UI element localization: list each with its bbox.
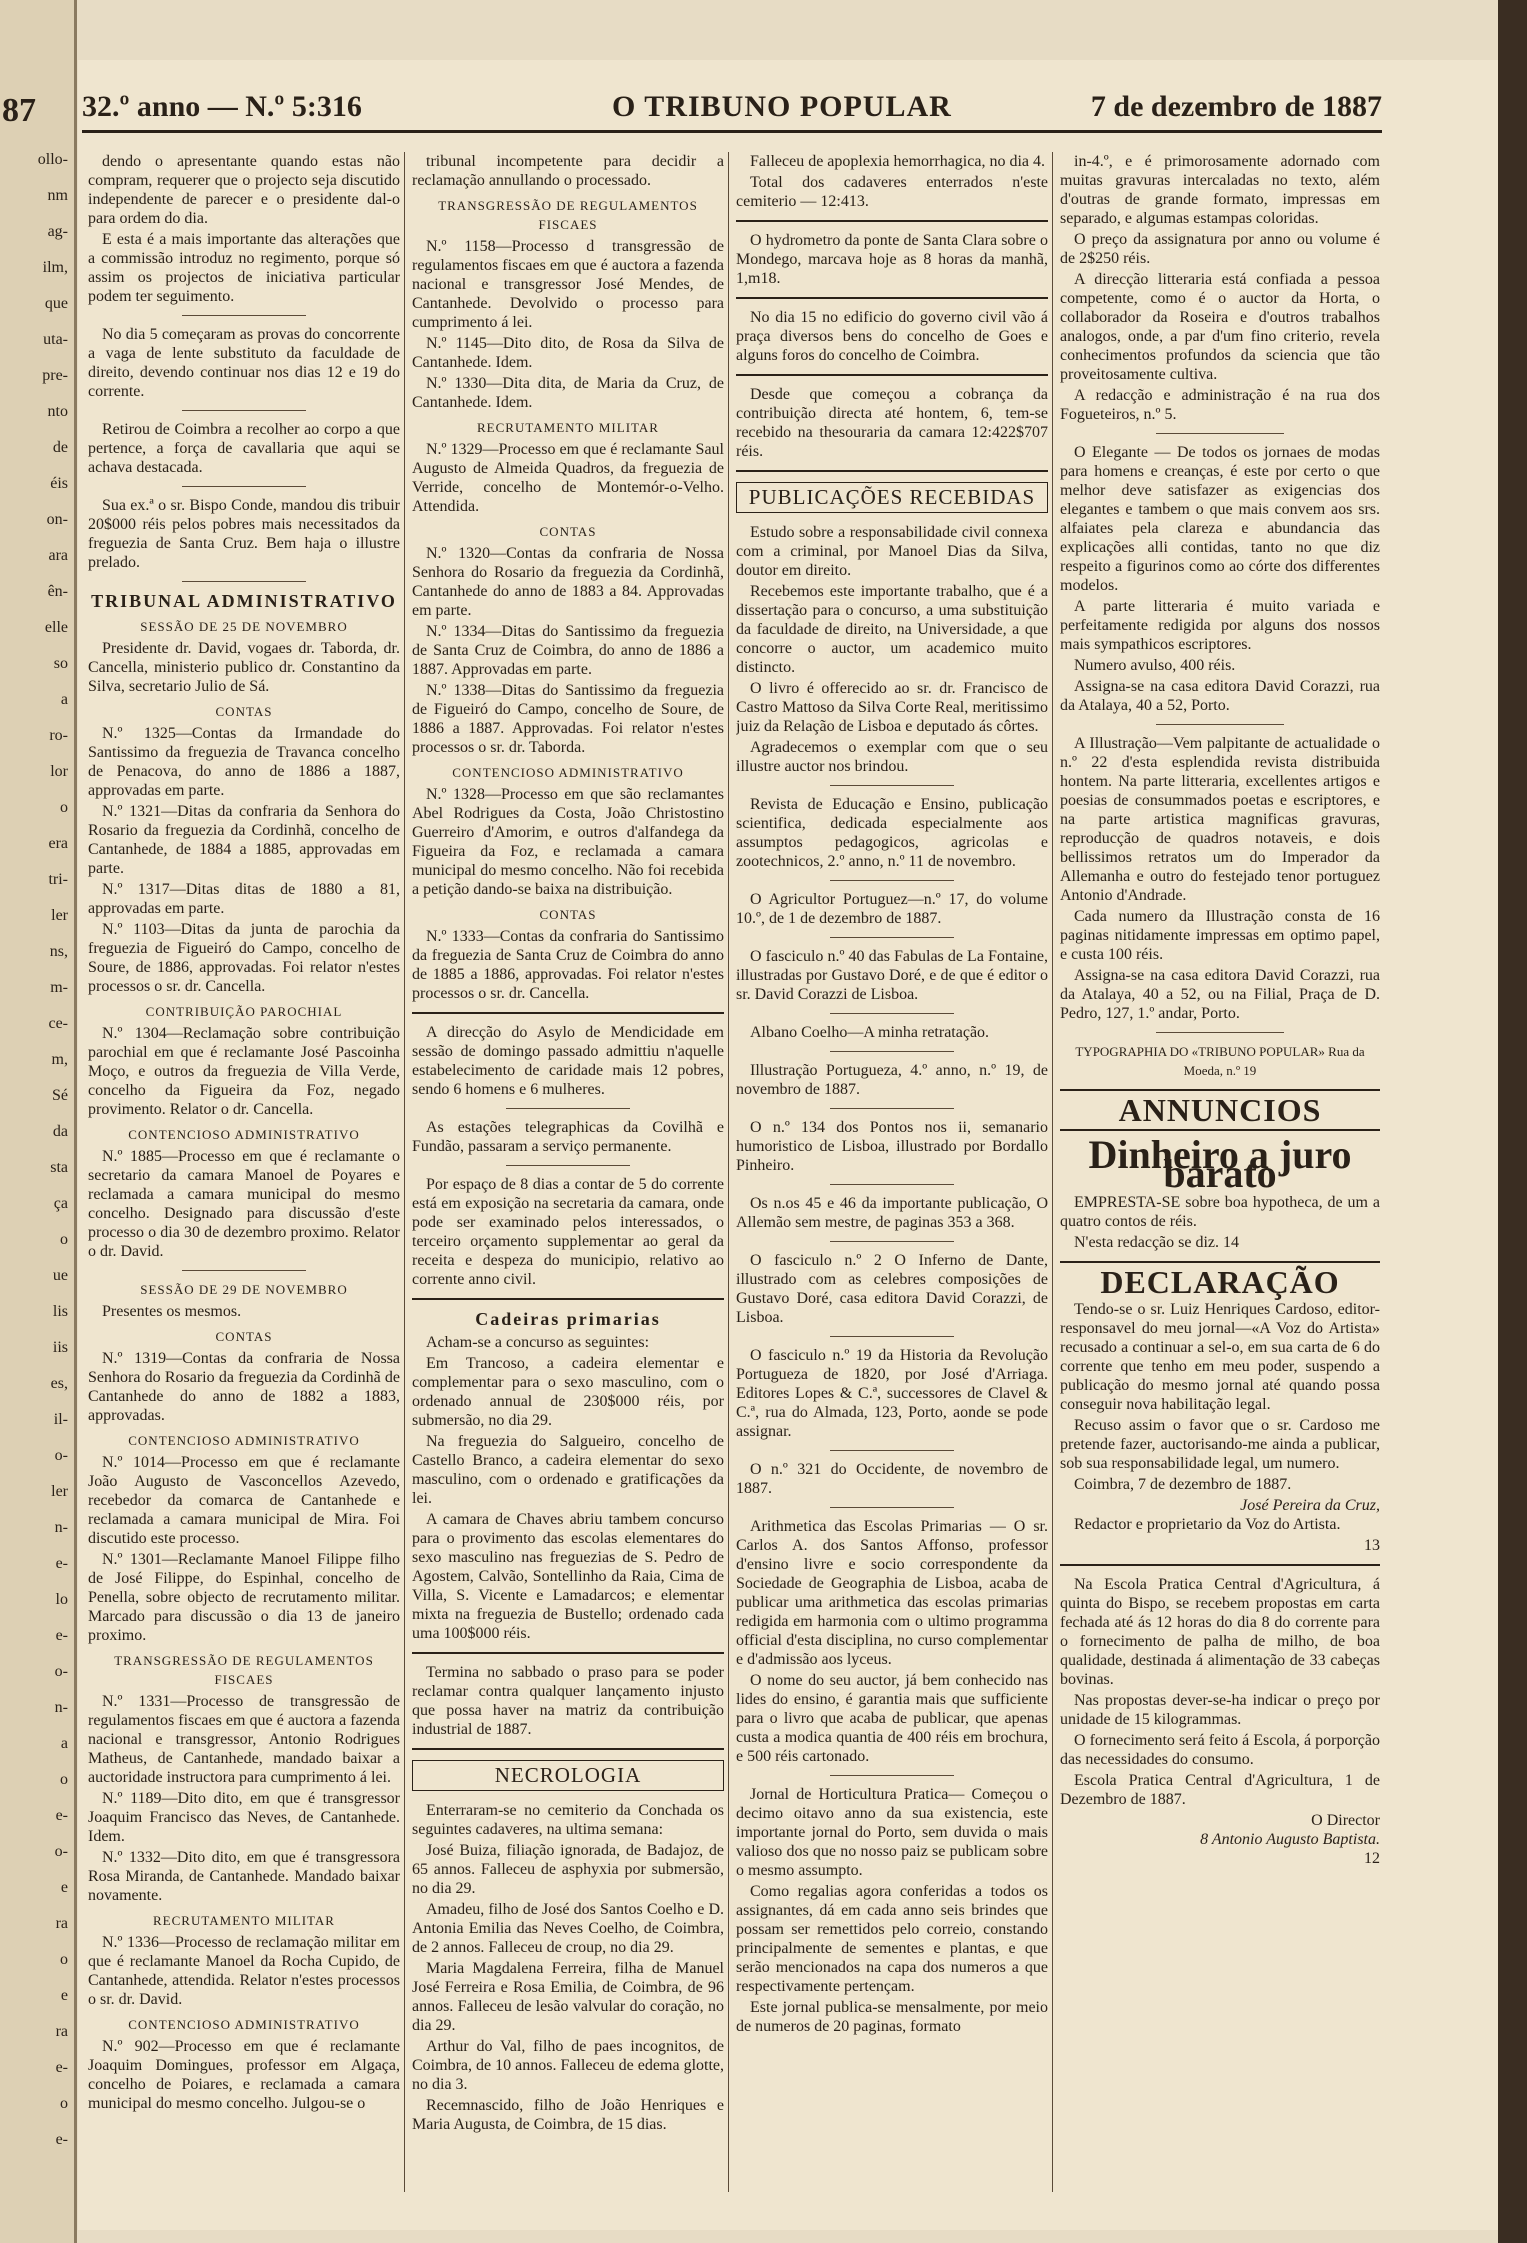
separator-rule: [830, 1507, 955, 1508]
separator-rule: [1060, 1564, 1380, 1566]
previous-page-fragment: ollo-: [37, 151, 68, 168]
paragraph: As estações telegraphicas da Covilhã e Fundão, passaram a serviço permanente.: [412, 1119, 724, 1155]
section-heading: CONTENCIOSO ADMINISTRATIVO: [128, 1433, 360, 1448]
separator-rule: [412, 1298, 724, 1300]
paragraph: N.º 1321—Ditas da confraria da Senhora do Rosario da freguezia da Cordinhã, concelho de Cantanhede, de 1884 a 1885, approvadas em parte.: [88, 803, 400, 877]
paragraph: in-4.º, e é primorosamente adornado com muitas gravuras intercaladas no texto, além d'outras de grande formato, impressas em separado, e algumas estampas coloridas.: [1060, 153, 1380, 227]
paragraph: N.º 1145—Dito dito, de Rosa da Silva de Cantanhede. Idem.: [412, 335, 724, 371]
section-heading: RECRUTAMENTO MILITAR: [477, 420, 659, 435]
previous-page-fragment: ler: [51, 1483, 68, 1500]
previous-page-fragment: o-: [54, 1663, 68, 1680]
page-shadow: [1498, 0, 1527, 2243]
paragraph: E esta é a mais importante das alterações que a commissão introduz no regimento, porque só assim os projectos de iniciativa particular podem ter seguimento.: [88, 231, 400, 305]
previous-page-fragment: éis: [50, 475, 68, 492]
paragraph: Estudo sobre a responsabilidade civil connexa com a criminal, por Manoel Dias da Silva, doutor em direito.: [736, 524, 1048, 579]
paragraph: Presentes os mesmos.: [102, 1303, 242, 1320]
previous-page-fragment: a: [60, 691, 68, 708]
paragraph: Assigna-se na casa editora David Corazzi, rua da Atalaya, 40 a 52, ou na Filial, Praça de D. Pedro, 127, 1.º andar, Porto.: [1060, 967, 1380, 1022]
previous-page-fragment: que: [44, 295, 68, 312]
paragraph: A Illustração—Vem palpitante de actualidade o n.º 22 d'esta esplendida revista distribuida hontem. Na parte litteraria, excellentes artigos e poesias de consummados poetas e escriptores, e na parte artistica magnificas gravuras, reproducção de quadros notaveis, e dois bellissimos retratos um do Imperador da Allemanha e outro do festejado tenor portuguez Antonio d'Andrade.: [1060, 735, 1380, 904]
paragraph: Illustração Portugueza, 4.º anno, n.º 19, de novembro de 1887.: [736, 1062, 1048, 1098]
previous-page-fragment: e-: [55, 1627, 68, 1644]
paragraph: N.º 1332—Dito dito, em que é transgressora Rosa Miranda, de Cantanhede. Mandado baixar novamente.: [88, 1849, 400, 1904]
separator-rule: [736, 374, 1048, 376]
paragraph: O Agricultor Portuguez—n.º 17, do volume 10.º, de 1 de dezembro de 1887.: [736, 891, 1048, 927]
paragraph: Arithmetica das Escolas Primarias — O sr. Carlos A. dos Santos Affonso, professor d'ensino livre e socio correspondente da Sociedade de Geographia de Lisboa, acaba de publicar uma arithmetica das escolas primarias redigida em harmonia com o ultimo programma official d'esta disciplina, no curso complementar e d'admissão aos lyceus.: [736, 1518, 1048, 1668]
previous-page-fragment: de: [52, 439, 68, 456]
paragraph: Recemnascido, filho de João Henriques e Maria Augusta, de Coimbra, de 15 dias.: [412, 2097, 724, 2133]
reference-number: O Director: [1311, 1812, 1380, 1829]
paragraph: N.º 1319—Contas da confraria de Nossa Senhora do Rosario da freguezia da Cordinhã de Cantanhede do anno de 1882 a 1883, approvadas.: [88, 1350, 400, 1424]
paragraph: O fasciculo n.º 40 das Fabulas de La Fontaine, illustradas por Gustavo Doré, e de que é editor o sr. David Corazzi de Lisboa.: [736, 948, 1048, 1003]
separator-rule: [736, 297, 1048, 299]
paragraph: Total dos cadaveres enterrados n'este cemiterio — 12:413.: [736, 174, 1048, 210]
paragraph: tribunal incompetente para decidir a reclamação annullando o processado.: [412, 153, 724, 189]
section-heading: CONTRIBUIÇÃO PAROCHIAL: [145, 1004, 343, 1019]
previous-page-fragment: tri-: [48, 871, 68, 888]
previous-page-fragment: ro-: [49, 727, 68, 744]
previous-page-fragment: ilm,: [42, 259, 68, 276]
previous-page-fragment: ra: [55, 2023, 68, 2040]
paragraph: N.º 1158—Processo d transgressão de regulamentos fiscaes em que é auctora a fazenda nacional e transgressor José Mendes, de Cantanhede. Devolvido o processo para cumprimento á lei.: [412, 238, 724, 331]
previous-page-fragment: e-: [55, 1807, 68, 1824]
paragraph: O n.º 134 dos Pontos nos ii, semanario humoristico de Lisboa, illustrado por Bordallo Pinheiro.: [736, 1119, 1048, 1174]
previous-page-fragment: nto: [47, 403, 68, 420]
previous-page-fragment: e-: [55, 2059, 68, 2076]
previous-page-fragment: ra: [55, 1915, 68, 1932]
paragraph: Sua ex.ª o sr. Bispo Conde, mandou dis tribuir 20$000 réis pelos pobres mais necessitados da freguezia de Santa Cruz. Bem haja o illustre prelado.: [88, 497, 400, 571]
column-3: [736, 152, 1048, 2192]
column-rule: [404, 152, 405, 2192]
previous-page-fragment: o: [60, 2095, 68, 2112]
paragraph: O n.º 321 do Occidente, de novembro de 1887.: [736, 1461, 1048, 1497]
section-title: Cadeiras primarias: [475, 1309, 661, 1329]
paragraph: O fasciculo n.º 2 O Inferno de Dante, illustrado com as celebres composições de Gustavo Doré, casa editora David Corazzi, de Lisboa.: [736, 1252, 1048, 1326]
separator-rule: [830, 880, 955, 881]
paragraph: Escola Pratica Central d'Agricultura, 1 de Dezembro de 1887.: [1060, 1772, 1380, 1808]
signature: José Pereira da Cruz,: [1240, 1497, 1380, 1514]
separator-rule: [506, 1165, 631, 1166]
paragraph: Maria Magdalena Ferreira, filha de Manuel José Ferreira e Rosa Emilia, de Coimbra, de 96 annos. Falleceu de lesão valvular do coração, no dia 29.: [412, 1960, 724, 2034]
separator-rule: [1156, 433, 1284, 434]
previous-page-fragment: ler: [51, 907, 68, 924]
paragraph: N.º 1301—Reclamante Manoel Filippe filho de José Filippe, do Espinhal, concelho de Penella, sobre objecto de recrutamento militar. Marcado para discussão o dia 13 de janeiro proximo.: [88, 1551, 400, 1644]
announcement-heading: ANNUNCIOS: [1118, 1092, 1322, 1128]
section-heading: CONTAS: [215, 1329, 273, 1344]
previous-page-fragment: ns,: [49, 943, 68, 960]
separator-rule: [830, 1336, 955, 1337]
paragraph: N.º 1317—Ditas ditas de 1880 a 81, approvadas em parte.: [88, 881, 400, 917]
paragraph: N.º 1333—Contas da confraria do Santissimo da freguezia de Santa Cruz de Coimbra do anno de 1885 a 1886, approvadas. Foi relator n'estes processos o sr. dr. Cancella.: [412, 928, 724, 1002]
separator-rule: [182, 581, 307, 582]
previous-page-fragment: ara: [48, 547, 68, 564]
paragraph: Recuso assim o favor que o sr. Cardoso me pretende fazer, auctorisando-me ainda a publicar, sob sua responsabilidade legal, um numero.: [1060, 1417, 1380, 1472]
paragraph: O hydrometro da ponte de Santa Clara sobre o Mondego, marcava hoje as 8 horas da manhã, 1,m18.: [736, 232, 1048, 287]
previous-page-fragment: n-: [54, 1519, 68, 1536]
paragraph: Enterraram-se no cemiterio da Conchada os seguintes cadaveres, na ultima semana:: [412, 1802, 724, 1838]
paragraph: O fasciculo n.º 19 da Historia da Revolução Portugueza de 1820, por José d'Arriaga. Editores Lopes & C.ª, successores de Clavel & C.ª, rua do Almada, 123, Porto, aonde se pode assignar.: [736, 1347, 1048, 1440]
previous-page-fragment: e: [60, 1987, 68, 2004]
separator-rule: [736, 220, 1048, 222]
paragraph: O livro é offerecido ao sr. dr. Francisco de Castro Mattoso da Silva Corte Real, meritissimo juiz da Relação de Lisboa e deputado ás côrtes.: [736, 680, 1048, 735]
previous-page-fragment: da: [52, 1123, 68, 1140]
reference-number: 12: [1364, 1850, 1380, 1867]
separator-rule: [830, 1108, 955, 1109]
section-title: TRIBUNAL ADMINISTRATIVO: [91, 591, 397, 611]
section-heading: CONTENCIOSO ADMINISTRATIVO: [128, 2017, 360, 2032]
paragraph: Na Escola Pratica Central d'Agricultura, á quinta do Bispo, se recebem propostas em carta fechada até ás 12 horas do dia 8 do corrente para o fornecimento de palha de milho, de boa qualidade, destinada á alimentação de 33 cabeças bovinas.: [1060, 1576, 1380, 1688]
paragraph: N.º 1329—Processo em que é reclamante Saul Augusto de Almeida Quadros, da freguezia de Verride, concelho de Montemór-o-Velho. Attendida.: [412, 441, 724, 515]
paragraph: A parte litteraria é muito variada e perfeitamente redigida por alguns dos nossos mais sympathicos escriptores.: [1060, 598, 1380, 653]
paragraph: N.º 1338—Ditas do Santissimo da freguezia de Figueiró do Campo, concelho de Soure, de 1886 a 1887. Approvadas. Foi relator n'estes processos o sr. dr. Taborda.: [412, 682, 724, 756]
previous-page-fragment: Sé: [52, 1087, 68, 1104]
previous-page-fragment: nm: [47, 187, 68, 204]
paragraph: N.º 1331—Processo de transgressão de regulamentos fiscaes em que é auctora a fazenda nacional e transgressor, Antonio Rodrigues Matheus, de Cantanhede, mandado baixar a auctoridade instructora para cumprimento á lei.: [88, 1693, 400, 1786]
paragraph: N.º 1328—Processo em que são reclamantes Abel Rodrigues da Costa, João Christostino Guerreiro d'Amorim, e outros d'alfandega da Figueira da Foz, e reclamada a camara municipal do mesmo concelho. Não foi recebida a petição dando-se baixa na distribuição.: [412, 786, 724, 898]
section-heading: RECRUTAMENTO MILITAR: [153, 1913, 335, 1928]
section-heading: CONTAS: [539, 907, 597, 922]
paragraph: Na freguezia do Salgueiro, concelho de Castello Branco, a cadeira elementar do sexo masculino, com o ordenado e gratificações da lei.: [412, 1433, 724, 1507]
section-heading: CONTENCIOSO ADMINISTRATIVO: [128, 1127, 360, 1142]
separator-rule: [830, 1051, 955, 1052]
separator-rule: [830, 1775, 955, 1776]
paragraph: N.º 1885—Processo em que é reclamante o secretario da camara Manoel de Poyares e reclamada a camara municipal do mesmo concelho. Designado para discussão d'este processo o dia 30 de dezembro proximo. Relator o dr. David.: [88, 1148, 400, 1260]
separator-rule: [412, 1012, 724, 1014]
paragraph: Falleceu de apoplexia hemorrhagica, no dia 4.: [750, 153, 1045, 170]
paragraph: Revista de Educação e Ensino, publicação scientifica, dedicada especialmente aos assumptos pedagogicos, agricolas e zootechnicos, 2.º anno, n.º 11 de novembro.: [736, 796, 1048, 870]
paragraph: José Buiza, filiação ignorada, de Badajoz, de 65 annos. Falleceu de asphyxia por submersão, no dia 29.: [412, 1842, 724, 1897]
previous-page-fragment: iis: [52, 1339, 68, 1356]
separator-rule: [1060, 1129, 1380, 1131]
paragraph: Tendo-se o sr. Luiz Henriques Cardoso, editor-responsavel do meu jornal—«A Voz do Artista» recusado a continuar a sel-o, em sua carta de 6 do corrente que tenho em meu poder, suspendo a publicação do mesmo jornal até quando possa conseguir nova habilitação legal.: [1060, 1301, 1380, 1413]
paragraph: Arthur do Val, filho de paes incognitos, de Coimbra, de 10 annos. Falleceu de edema glotte, no dia 3.: [412, 2038, 724, 2093]
column-rule: [1052, 152, 1053, 2192]
paragraph: N.º 1334—Ditas do Santissimo da freguezia de Santa Cruz de Coimbra, do anno de 1886 a 1887. Approvadas em parte.: [412, 623, 724, 678]
paragraph: Nas propostas dever-se-ha indicar o preço por unidade de 15 kilogrammas.: [1060, 1692, 1380, 1728]
column-1: [88, 152, 400, 2192]
paragraph: Este jornal publica-se mensalmente, por meio de numeros de 20 paginas, formato: [736, 1999, 1048, 2035]
previous-page-fragment: ue: [52, 1267, 68, 1284]
previous-page-fragment: sta: [50, 1159, 68, 1176]
paragraph: N.º 1103—Ditas da junta de parochia da freguezia de Figueiró do Campo, concelho de Soure, de 1886, approvadas. Foi relator n'estes processos o sr. dr. Cancella.: [88, 921, 400, 995]
paragraph: O nome do seu auctor, já bem conhecido nas lides do ensino, é garantia mais que sufficiente para o livro que acaba de publicar, que apenas custa a modica quantia de 400 réis em brochura, e 500 réis cartonado.: [736, 1672, 1048, 1765]
previous-page-fragment: ce-: [48, 1015, 68, 1032]
column-rule: [728, 152, 729, 2192]
paragraph: Em Trancoso, a cadeira elementar e complementar para o sexo masculino, com o ordenado annual de 230$000 réis, por submersão, no dia 29.: [412, 1355, 724, 1429]
paragraph: N.º 1330—Dita dita, de Maria da Cruz, de Cantanhede. Idem.: [412, 375, 724, 411]
section-heading: TRANSGRESSÃO DE REGULAMENTOS FISCAES: [114, 1653, 374, 1687]
paragraph: Termina no sabbado o praso para se poder reclamar contra qualquer lançamento injusto que possa haver na matriz da contribuição industrial de 1887.: [412, 1664, 724, 1738]
paragraph: A direcção do Asylo de Mendicidade em sessão de domingo passado admittiu n'aquelle estabelecimento de caridade mais 12 pobres, sendo 6 homens e 6 mulheres.: [412, 1024, 724, 1098]
newspaper-title: O TRIBUNO POPULAR: [612, 90, 952, 123]
paragraph: N.º 1325—Contas da Irmandade do Santissimo da freguezia de Travanca concelho de Penacova, do anno de 1886 a 1887, approvadas em parte.: [88, 725, 400, 799]
paragraph: dendo o apresentante quando estas não compram, requerer que o projecto seja discutido independente de parecer e o presidente dal-o para ordem do dia.: [88, 153, 400, 227]
previous-page-fragment: m,: [51, 1051, 68, 1068]
advert-title: Dinheiro a juro barato: [1088, 1132, 1352, 1196]
paragraph: Numero avulso, 400 réis.: [1074, 657, 1236, 674]
previous-page-fragment: e-: [55, 2131, 68, 2148]
paragraph: Agradecemos o exemplar com que o seu illustre auctor nos brindou.: [736, 739, 1048, 775]
paragraph: N.º 902—Processo em que é reclamante Joaquim Domingues, professor em Algaça, concelho de Poiares, e reclamada a camara municipal do mesmo concelho. Julgou-se o: [88, 2038, 400, 2112]
paragraph: Cada numero da Illustração consta de 16 paginas nitidamente impressas em optimo papel, e custa 100 réis.: [1060, 908, 1380, 963]
paragraph: O Elegante — De todos os jornaes de modas para homens e creanças, é este por certo o que melhor deve satisfazer as exigencias dos elegantes e tambem o que mais convem aos srs. alfaiates pela clareza e abundancia das explicações alli contidas, tanto no que diz respeito a figurinos como ao córte dos differentes modelos.: [1060, 444, 1380, 594]
separator-rule: [1156, 1032, 1284, 1033]
previous-page-fragment: lor: [50, 763, 68, 780]
previous-page-fragment: elle: [44, 619, 68, 636]
previous-page-fragment: pre-: [42, 367, 68, 384]
previous-page-fragment: ên-: [47, 583, 68, 600]
previous-page-fragment: uta-: [43, 331, 68, 348]
previous-page-fragment: ag-: [47, 223, 68, 240]
section-heading: CONTAS: [539, 524, 597, 539]
paragraph: No dia 15 no edificio do governo civil vão á praça diversos bens do concelho de Goes e alguns foros do concelho de Coimbra.: [736, 309, 1048, 364]
separator-rule: [1060, 1089, 1380, 1091]
boxed-heading: NECROLOGIA: [412, 1760, 724, 1791]
previous-page-fragment: o: [60, 1771, 68, 1788]
separator-rule: [182, 486, 307, 487]
previous-page-fragment: o: [60, 1951, 68, 1968]
paragraph: A camara de Chaves abriu tambem concurso para o provimento das escolas elementares do sexo masculino nas freguezias de S. Pedro de Agostem, Calvão, Sontellinho da Raia, Cima de Villa, S. Vicente e Lamadarcos; e elementar mixta na freguezia de Bustello; ordenado cada uma 100$000 réis.: [412, 1511, 724, 1642]
paragraph: Albano Coelho—A minha retratação.: [750, 1024, 990, 1041]
section-heading: CONTAS: [215, 704, 273, 719]
separator-rule: [830, 1184, 955, 1185]
section-heading: TRANSGRESSÃO DE REGULAMENTOS FISCAES: [438, 198, 698, 232]
column-4: [1060, 152, 1380, 2192]
separator-rule: [830, 1013, 955, 1014]
separator-rule: [1156, 724, 1284, 725]
previous-page-fragment: m-: [50, 979, 68, 996]
paragraph: Como regalias agora conferidas a todos os assignantes, dá em cada anno seis brindes que possam ser remettidos pelo correio, constando principalmente de sementes e plantas, e que serão mencionados na capa dos numeros a que respectivamente pertençam.: [736, 1883, 1048, 1995]
section-heading: SESSÃO DE 29 DE NOVEMBRO: [140, 1282, 348, 1297]
paragraph: N.º 1304—Reclamação sobre contribuição parochial em que é reclamante José Pascoinha Moço, e outros da freguezia de Villa Verde, concelho da Figueira da Foz, negado provimento. Relator o dr. Cancella.: [88, 1025, 400, 1118]
paragraph: O fornecimento será feito á Escola, á porporção das necessidades do consumo.: [1060, 1732, 1380, 1768]
paragraph: Desde que começou a cobrança da contribuição directa até hontem, 6, tem-se recebido na thesouraria da camara 12:422$707 réis.: [736, 386, 1048, 460]
previous-page-edge: [0, 0, 77, 2243]
paragraph: Por espaço de 8 dias a contar de 5 do corrente está em exposição na secretaria da camara, onde pode ser examinado pelos interessados, o terceiro orçamento supplementar ao geral da receita e despeza do municipio, relativo ao corrente anno civil.: [412, 1176, 724, 1288]
paragraph: Presidente dr. David, vogaes dr. Taborda, dr. Cancella, ministerio publico dr. Constantino da Silva, secretario Julio de Sá.: [88, 640, 400, 695]
signature: 8 Antonio Augusto Baptista.: [1200, 1831, 1380, 1848]
separator-rule: [830, 785, 955, 786]
separator-rule: [1060, 1261, 1380, 1263]
issue-date: 7 de dezembro de 1887: [1090, 90, 1382, 123]
section-heading: SESSÃO DE 25 DE NOVEMBRO: [140, 619, 348, 634]
separator-rule: [736, 470, 1048, 472]
paragraph: No dia 5 começaram as provas do concorrente a vaga de lente substituto da faculdade de direito, devendo continuar nos dias 12 e 19 do corrente.: [88, 326, 400, 400]
previous-page-fragment: o: [60, 799, 68, 816]
paragraph: O preço da assignatura por anno ou volume é de 2$250 réis.: [1060, 231, 1380, 267]
previous-page-fragment: on-: [46, 511, 68, 528]
column-2: [412, 152, 724, 2192]
section-heading: CONTENCIOSO ADMINISTRATIVO: [452, 765, 684, 780]
paragraph: EMPRESTA-SE sobre boa hypotheca, de um a quatro contos de réis.: [1060, 1194, 1380, 1230]
paragraph: Amadeu, filho de José dos Santos Coelho e D. Antonia Emilia das Neves Coelho, de Coimbra, de 2 annos. Falleceu de croup, no dia 29.: [412, 1901, 724, 1956]
previous-page-fragment: lis: [52, 1303, 68, 1320]
separator-rule: [412, 1748, 724, 1750]
separator-rule: [506, 1108, 631, 1109]
masthead: [82, 90, 1382, 133]
paragraph: A direcção litteraria está confiada a pessoa competente, como é o auctor da Horta, o collaborador da Roseira e d'outros trabalhos analogos, onde, a par d'um fino criterio, revela conhecimentos profundos da sciencia que tão proveitosamente cultiva.: [1060, 271, 1380, 383]
separator-rule: [830, 937, 955, 938]
separator-rule: [182, 315, 307, 316]
paragraph: Retirou de Coimbra a recolher ao corpo a que pertence, a força de cavallaria que aqui se achava destacada.: [88, 421, 400, 476]
paragraph: Acham-se a concurso as seguintes:: [426, 1334, 650, 1351]
reference-number: 13: [1364, 1537, 1380, 1554]
previous-page-fragment: e-: [55, 1555, 68, 1572]
previous-page-fragment: n-: [54, 1699, 68, 1716]
separator-rule: [830, 1450, 955, 1451]
previous-page-fragment: so: [53, 655, 68, 672]
year-issue: 32.º anno — N.º 5:316: [82, 90, 362, 123]
announcement-heading: DECLARAÇÃO: [1100, 1264, 1340, 1300]
previous-page-fragment: e: [60, 1879, 68, 1896]
separator-rule: [830, 1241, 955, 1242]
previous-page-fragment: il-: [53, 1411, 68, 1428]
paragraph: N.º 1336—Processo de reclamação militar em que é reclamante Manoel da Rocha Cupido, de Cantanhede, attendida. Relator n'estes processos o sr. dr. David.: [88, 1934, 400, 2008]
previous-page-fragment: o-: [54, 1843, 68, 1860]
previous-page-fragment: o-: [54, 1447, 68, 1464]
paragraph: N'esta redacção se diz. 14: [1074, 1234, 1240, 1251]
separator-rule: [182, 1270, 307, 1271]
paragraph: Assigna-se na casa editora David Corazzi, rua da Atalaya, 40 a 52, Porto.: [1060, 678, 1380, 714]
previous-page-fragment: ça: [53, 1195, 68, 1212]
previous-page-fragment: lo: [55, 1591, 68, 1608]
imprint: TYPOGRAPHIA DO «TRIBUNO POPULAR» Rua da Moeda, n.º 19: [1075, 1044, 1365, 1078]
paragraph: A redacção e administração é na rua dos Fogueteiros, n.º 5.: [1060, 387, 1380, 423]
previous-page-fragment: o: [60, 1231, 68, 1248]
paragraph: Redactor e proprietario da Voz do Artista.: [1074, 1516, 1341, 1533]
separator-rule: [412, 1652, 724, 1654]
previous-page-fragment: era: [48, 835, 68, 852]
paragraph: Recebemos este importante trabalho, que é a dissertação para o concurso, a uma substituição da faculdade de direito, na Universidade, a que concorre o auctor, um academico muito distincto.: [736, 583, 1048, 676]
separator-rule: [182, 410, 307, 411]
paragraph: N.º 1320—Contas da confraria de Nossa Senhora do Rosario da freguezia da Cordinhã, Cantanhede do anno de 1883 a 84. Approvadas em parte.: [412, 545, 724, 619]
previous-page-fragment: es,: [50, 1375, 68, 1392]
paragraph: Coimbra, 7 de dezembro de 1887.: [1074, 1476, 1292, 1493]
paragraph: N.º 1189—Dito dito, em que é transgressor Joaquim Francisco das Neves, de Cantanhede. Idem.: [88, 1790, 400, 1845]
previous-page-number: 87: [2, 92, 36, 129]
paragraph: Jornal de Horticultura Pratica— Começou o decimo oitavo anno da sua existencia, este importante jornal do Porto, sem duvida o mais valioso dos que no nosso paiz se publicam sobre o mesmo assumpto.: [736, 1786, 1048, 1879]
previous-page-fragment: a: [60, 1735, 68, 1752]
boxed-heading: PUBLICAÇÕES RECEBIDAS: [736, 482, 1048, 513]
paragraph: Os n.os 45 e 46 da importante publicação, O Allemão sem mestre, de paginas 353 a 368.: [736, 1195, 1048, 1231]
paragraph: N.º 1014—Processo em que é reclamante João Augusto de Vasconcellos Azevedo, recebedor da comarca de Cantanhede e reclamada a camara municipal de Mira. Foi discutido este processo.: [88, 1454, 400, 1547]
